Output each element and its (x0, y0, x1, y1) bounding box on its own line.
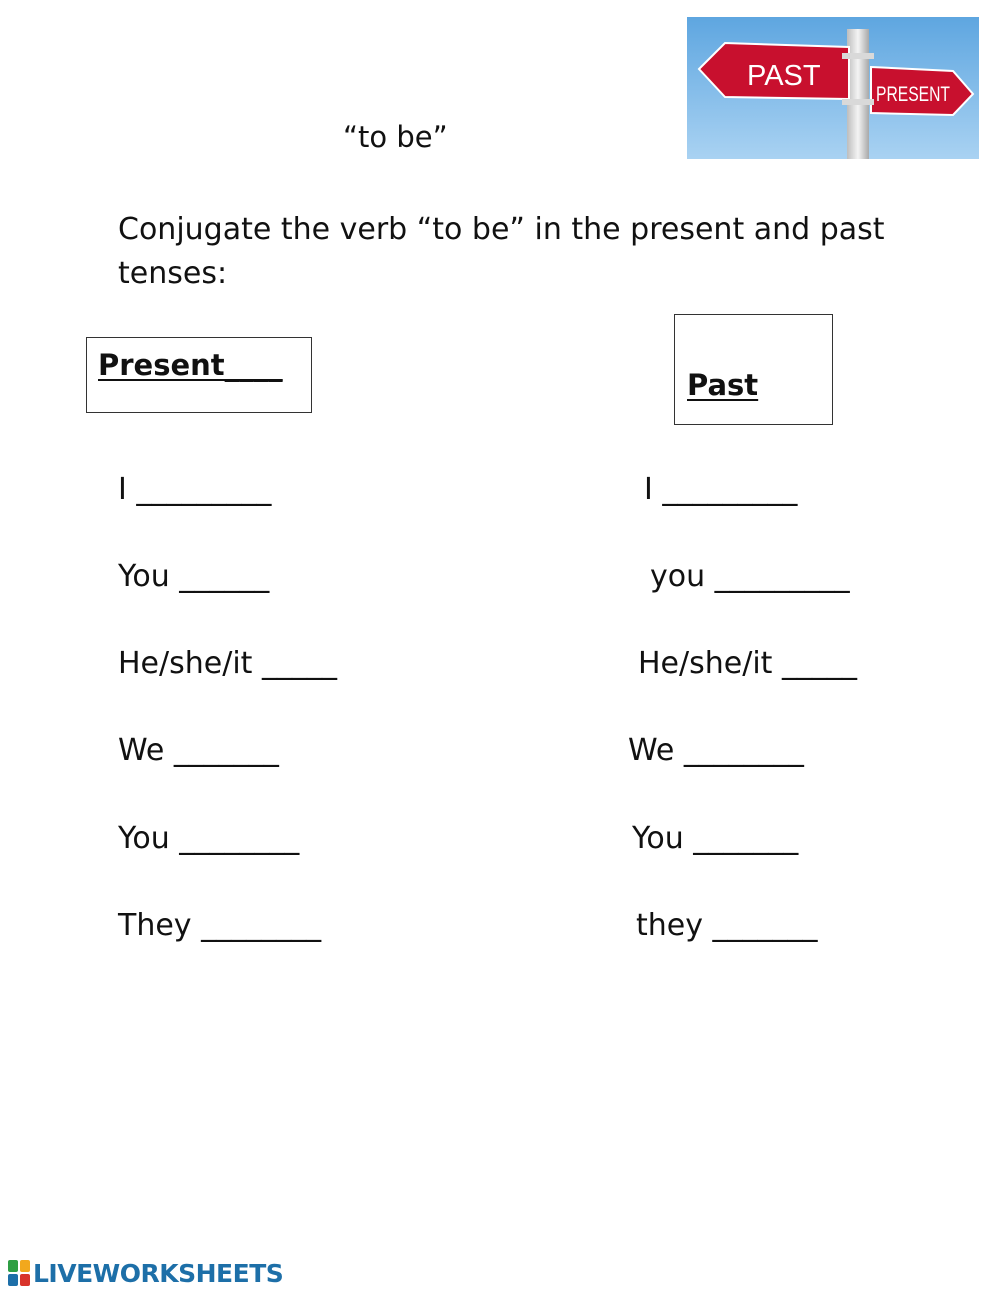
past-heading-box (674, 314, 833, 425)
present-heading-box (86, 337, 312, 413)
signpost-image (687, 17, 979, 159)
present-row-he-she-it: He/she/it _____ (118, 646, 337, 681)
liveworksheets-logo-icon (8, 1260, 30, 1286)
worksheet-title: “to be” (343, 120, 448, 154)
present-heading: Present____ (98, 348, 283, 382)
present-row-we: We _______ (118, 733, 279, 768)
liveworksheets-logo-text: LIVEWORKSHEETS (33, 1258, 284, 1288)
liveworksheets-logo (8, 1258, 283, 1288)
sign-present-label: PRESENT (876, 83, 951, 106)
past-row-he-she-it: He/she/it _____ (638, 646, 857, 681)
past-row-they: they _______ (636, 908, 818, 943)
instruction-text: Conjugate the verb “to be” in the present and past tenses: (118, 212, 885, 291)
present-row-they: They ________ (118, 908, 322, 943)
sign-past-label: PAST (747, 60, 821, 92)
past-row-i: I _________ (644, 472, 798, 507)
signpost-illustration (687, 17, 979, 159)
past-row-you: you _________ (650, 559, 850, 594)
present-row-you: You ______ (118, 559, 270, 594)
past-heading: Past (687, 368, 759, 402)
past-row-you-plural: You _______ (632, 821, 799, 856)
present-row-you-plural: You ________ (118, 821, 300, 856)
present-row-i: I _________ (118, 472, 272, 507)
past-row-we: We ________ (628, 733, 804, 768)
